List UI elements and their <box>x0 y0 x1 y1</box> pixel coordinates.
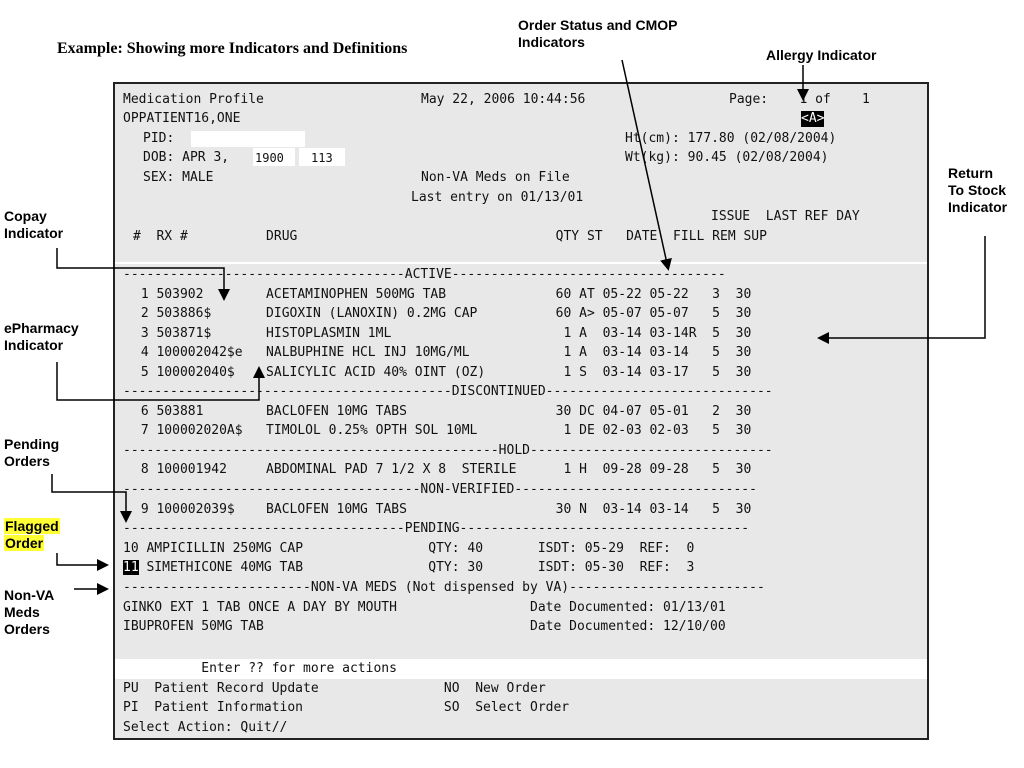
weight: Wt(kg): 90.45 (02/08/2004) <box>625 150 829 165</box>
arrow-pending <box>52 474 126 520</box>
action-menu-line-1[interactable]: PU Patient Record Update NO New Order <box>123 681 546 696</box>
callout-pending-line1: Pending <box>4 436 60 452</box>
dob-label: DOB: APR 3, <box>143 150 230 165</box>
section-pending: ------------------------------------PENDING------------------------------------- <box>123 521 750 536</box>
dob-year: 1900 <box>255 151 284 165</box>
table-row: 5 100002040$ SALICYLIC ACID 40% OINT (OZ) 1 S 03-14 03-17 5 30 <box>133 365 752 380</box>
height: Ht(cm): 177.80 (02/08/2004) <box>625 131 837 146</box>
last-entry: Last entry on 01/13/01 <box>411 190 584 205</box>
page-heading: Example: Showing more Indicators and Definitions <box>57 40 408 57</box>
callout-rts-line3: Indicator <box>948 199 1008 215</box>
arrow-epharmacy <box>57 362 259 400</box>
callout-rts-line2: To Stock <box>948 182 1007 198</box>
arrow-copay <box>57 248 224 298</box>
callout-epharmacy-line1: ePharmacy <box>4 320 79 336</box>
nonva-row: IBUPROFEN 50MG TAB Date Documented: 12/10/00 <box>123 619 726 634</box>
callout-copay-line1: Copay <box>4 208 47 224</box>
callout-flagged-line1: Flagged <box>5 518 59 534</box>
table-row: 6 503881 BACLOFEN 10MG TABS 30 DC 04-07 05-01 2 30 <box>133 404 752 419</box>
section-hold: ------------------------------------------------HOLD------------------------------- <box>123 443 773 458</box>
callout-copay-line2: Indicator <box>4 225 64 241</box>
screen-title: Medication Profile <box>123 92 264 107</box>
section-nonverified: --------------------------------------NON-VERIFIED------------------------------- <box>123 482 757 497</box>
arrow-return-to-stock <box>820 236 985 338</box>
callout-epharmacy-line2: Indicator <box>4 337 64 353</box>
section-discontinued: ------------------------------------------DISCONTINUED----------------------------- <box>123 384 773 399</box>
enter-prompt: Enter ?? for more actions <box>123 661 397 676</box>
callout-nonva-line2: Meds <box>4 604 40 620</box>
sex: SEX: MALE <box>143 170 214 185</box>
screen-page: Page: 1 of 1 <box>729 92 870 107</box>
callout-order-status-line2: Indicators <box>518 34 585 50</box>
arrow-flagged <box>57 553 106 565</box>
pending-order-text: AMPICILLIN 250MG CAP QTY: 40 ISDT: 05-29 REF: 0 <box>138 541 695 556</box>
callout-nonva-line3: Orders <box>4 621 50 637</box>
callout-allergy: Allergy Indicator <box>766 47 877 63</box>
table-row: 9 100002039$ BACLOFEN 10MG TABS 30 N 03-14 03-14 5 30 <box>133 502 752 517</box>
section-active: ------------------------------------ACTIVE----------------------------------- <box>123 267 726 282</box>
callout-flagged-line2: Order <box>5 535 44 551</box>
table-row: 3 503871$ HISTOPLASMIN 1ML 1 A 03-14 03-14R 5 30 <box>133 326 752 341</box>
table-row: 8 100001942 ABDOMINAL PAD 7 1/2 X 8 STERILE 1 H 09-28 09-28 5 30 <box>133 462 752 477</box>
callout-pending-line2: Orders <box>4 453 50 469</box>
table-row: 2 503886$ DIGOXIN (LANOXIN) 0.2MG CAP 60 A> 05-07 05-07 5 30 <box>133 306 752 321</box>
screen-datetime: May 22, 2006 10:44:56 <box>421 92 586 107</box>
nonva-on-file: Non-VA Meds on File <box>421 170 570 185</box>
pending-order-number: 10 <box>123 541 139 556</box>
allergy-flag: <A> <box>801 111 825 126</box>
callout-rts-line1: Return <box>948 165 994 181</box>
flagged-order-number: 11 <box>123 560 139 575</box>
select-action-prompt[interactable]: Select Action: Quit// <box>123 720 288 735</box>
callout-nonva-line1: Non-VA <box>4 587 55 603</box>
table-row: 1 503902 ACETAMINOPHEN 500MG TAB 60 AT 05-22 05-22 3 30 <box>133 287 752 302</box>
column-header-1: ISSUE LAST REF DAY <box>711 209 860 224</box>
section-nonva: ------------------------NON-VA MEDS (Not dispensed by VA)------------------------- <box>123 580 765 595</box>
arrow-order-status <box>622 60 668 268</box>
age: 113 <box>311 151 333 165</box>
callout-order-status-line1: Order Status and CMOP <box>518 17 678 33</box>
table-row: 4 100002042$e NALBUPHINE HCL INJ 10MG/ML 1 A 03-14 03-14 5 30 <box>133 345 752 360</box>
action-menu-line-2[interactable]: PI Patient Information SO Select Order <box>123 700 570 715</box>
pending-order-text: SIMETHICONE 40MG TAB QTY: 30 ISDT: 05-30 REF: 3 <box>138 560 695 575</box>
table-row: 7 100002020A$ TIMOLOL 0.25% OPTH SOL 10ML 1 DE 02-03 02-03 5 30 <box>133 423 752 438</box>
nonva-row: GINKO EXT 1 TAB ONCE A DAY BY MOUTH Date Documented: 01/13/01 <box>123 600 726 615</box>
patient-name: OPPATIENT16,ONE <box>123 111 241 126</box>
column-header-2: # RX # DRUG QTY ST DATE FILL REM SUP <box>133 229 767 244</box>
pid-label: PID: <box>143 131 175 146</box>
